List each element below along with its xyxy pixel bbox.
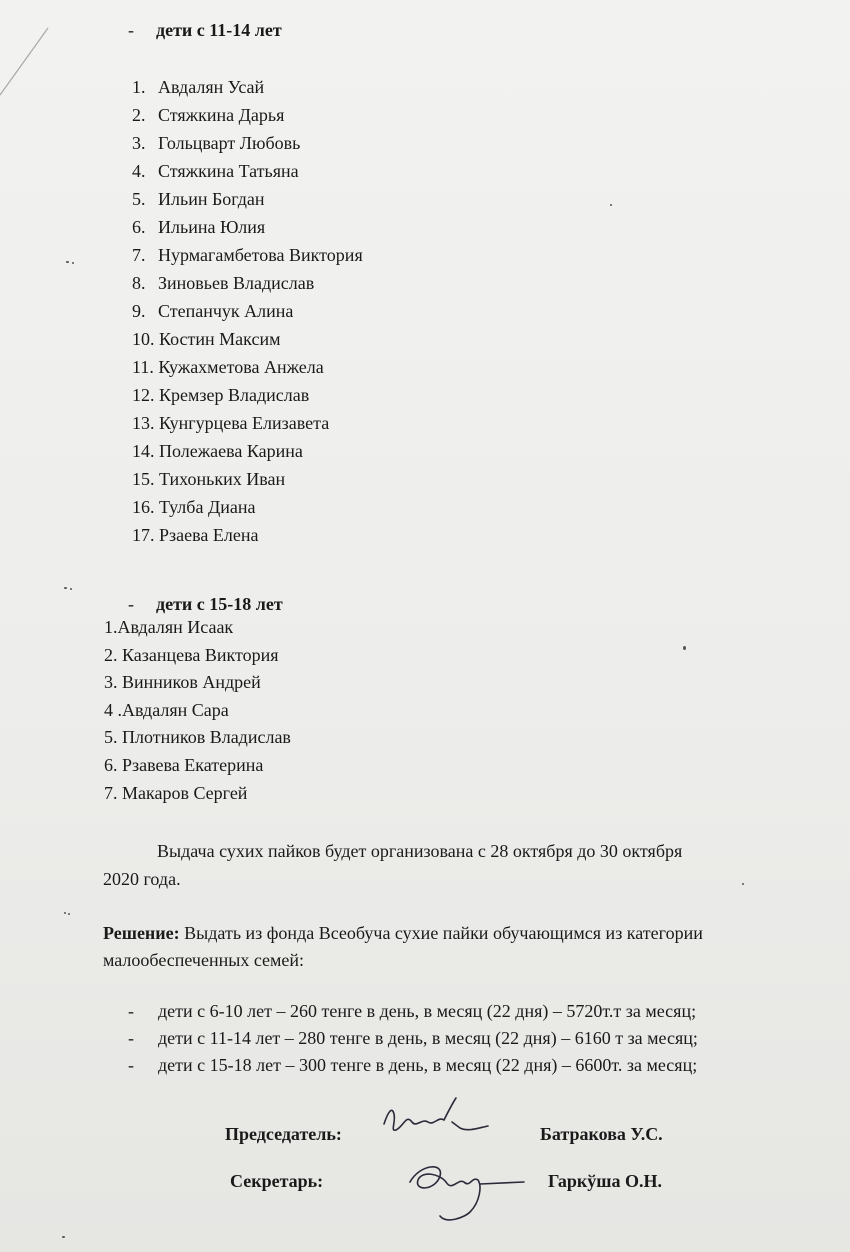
item-number: 9. [132, 301, 146, 321]
bullet-dash: - [128, 1001, 134, 1021]
list-item: 1.Авдалян Исаак [104, 617, 234, 637]
item-name: Кремзер Владислав [159, 385, 310, 405]
item-name: Авдалян Усай [158, 77, 265, 97]
list-item: 7. Макаров Сергей [104, 782, 248, 803]
item-name: Степанчук Алина [158, 301, 294, 321]
item-number: 11. [132, 357, 154, 377]
section-heading-11-14 [128, 20, 282, 41]
item-number: 16. [132, 497, 155, 517]
scan-speck [72, 262, 74, 264]
distribution-line-2: 2020 года. [103, 869, 181, 889]
item-number: 2. [132, 105, 146, 125]
distribution-line-1: Выдача сухих пайков будет организована с 28 октября до 30 октября [157, 841, 683, 861]
list-item [132, 185, 363, 213]
decision-text: Выдать из фонда Всеобуча сухие пайки обучающимся из категории [179, 923, 703, 943]
rate-item [128, 1052, 698, 1079]
bullet-dash: - [128, 1055, 134, 1075]
list-item [132, 297, 363, 325]
list-item [132, 521, 363, 549]
item-number: 17. [132, 525, 155, 545]
item-name: Кунгурцева Елизавета [159, 413, 330, 433]
item-name: Тихонькиx Иван [159, 469, 286, 489]
item-number: 13. [132, 413, 155, 433]
children-list-15-18 [104, 614, 291, 807]
bullet-dash: - [128, 594, 134, 614]
list-item: 4 .Авдалян Сара [104, 699, 229, 720]
item-name: Полежаева Карина [159, 441, 303, 461]
section-heading-text: дети с 15-18 лет [156, 594, 283, 614]
chair-signature [378, 1092, 498, 1146]
item-name: Рзаева Елена [159, 525, 259, 545]
item-number: 7. [132, 245, 146, 265]
section-heading-text: дети с 11-14 лет [156, 20, 282, 40]
item-name: Костин Максим [159, 329, 281, 349]
rates-list [128, 998, 698, 1079]
list-item: 2. Казанцева Виктория [104, 644, 279, 665]
bullet-dash: - [128, 20, 134, 40]
section-heading-15-18 [128, 594, 283, 615]
decision-label: Решение: [103, 923, 180, 943]
chair-label: Председатель: [225, 1124, 342, 1144]
scan-speck [62, 1236, 65, 1238]
scan-speck [742, 883, 744, 885]
list-item [132, 213, 363, 241]
list-item [132, 437, 363, 465]
item-number: 12. [132, 385, 155, 405]
list-item [132, 241, 363, 269]
rate-text: дети с 15-18 лет – 300 тенге в день, в месяц (22 дня) – 6600т. за месяц; [158, 1055, 698, 1075]
rate-text: дети с 11-14 лет – 280 тенге в день, в месяц (22 дня) – 6160 т за месяц; [158, 1028, 698, 1048]
list-item: 3. Винников Андрей [104, 672, 261, 693]
item-name: Стяжкина Татьяна [158, 161, 299, 181]
rate-item [128, 998, 698, 1025]
scan-speck [68, 913, 70, 915]
list-item: 6. Рзавева Екатерина [104, 754, 264, 775]
rate-item [128, 1025, 698, 1052]
item-number: 5. [132, 189, 146, 209]
list-item [132, 157, 363, 185]
item-name: Ильина Юлия [158, 217, 266, 237]
bullet-dash: - [128, 1028, 134, 1048]
chair-name: Батракова У.С. [540, 1124, 663, 1144]
list-item [132, 325, 363, 353]
scan-speck [70, 588, 72, 590]
list-item [132, 409, 363, 437]
item-number: 6. [132, 217, 146, 237]
list-item [132, 465, 363, 493]
item-name: Зиновьев Владислав [158, 273, 315, 293]
item-number: 3. [132, 133, 146, 153]
item-name: Кужахметова Анжела [158, 357, 324, 377]
scan-speck [64, 912, 66, 914]
list-item [132, 381, 363, 409]
item-number: 1. [132, 77, 146, 97]
item-number: 14. [132, 441, 155, 461]
list-item [132, 353, 363, 381]
children-list-11-14 [132, 73, 363, 549]
item-number: 10. [132, 329, 155, 349]
item-number: 4. [132, 161, 146, 181]
list-item [132, 269, 363, 297]
decision-line-1 [103, 918, 703, 948]
list-item [132, 73, 363, 101]
rate-text: дети с 6-10 лет – 260 тенге в день, в месяц (22 дня) – 5720т.т за месяц; [158, 1001, 697, 1021]
item-name: Ильин Богдан [158, 189, 265, 209]
list-item [132, 129, 363, 157]
scan-speck [64, 587, 67, 589]
scan-speck [610, 204, 612, 206]
item-name: Тулба Диана [159, 497, 256, 517]
item-name: Стяжкина Дарья [158, 105, 285, 125]
list-item [132, 101, 363, 129]
list-item: 5. Плотников Владислав [104, 727, 291, 748]
decision-line-2: малообеспеченных семей: [103, 950, 305, 970]
secretary-name: Гаркўша О.Н. [548, 1171, 662, 1191]
scan-speck [66, 261, 69, 263]
secretary-signature [400, 1152, 530, 1228]
item-name: Нурмагамбетова Виктория [158, 245, 363, 265]
list-item [132, 493, 363, 521]
scan-speck [683, 646, 686, 650]
secretary-label: Секретарь: [230, 1171, 324, 1191]
item-name: Гольцварт Любовь [158, 133, 301, 153]
item-number: 8. [132, 273, 146, 293]
paper-fold-mark [0, 0, 60, 120]
item-number: 15. [132, 469, 155, 489]
